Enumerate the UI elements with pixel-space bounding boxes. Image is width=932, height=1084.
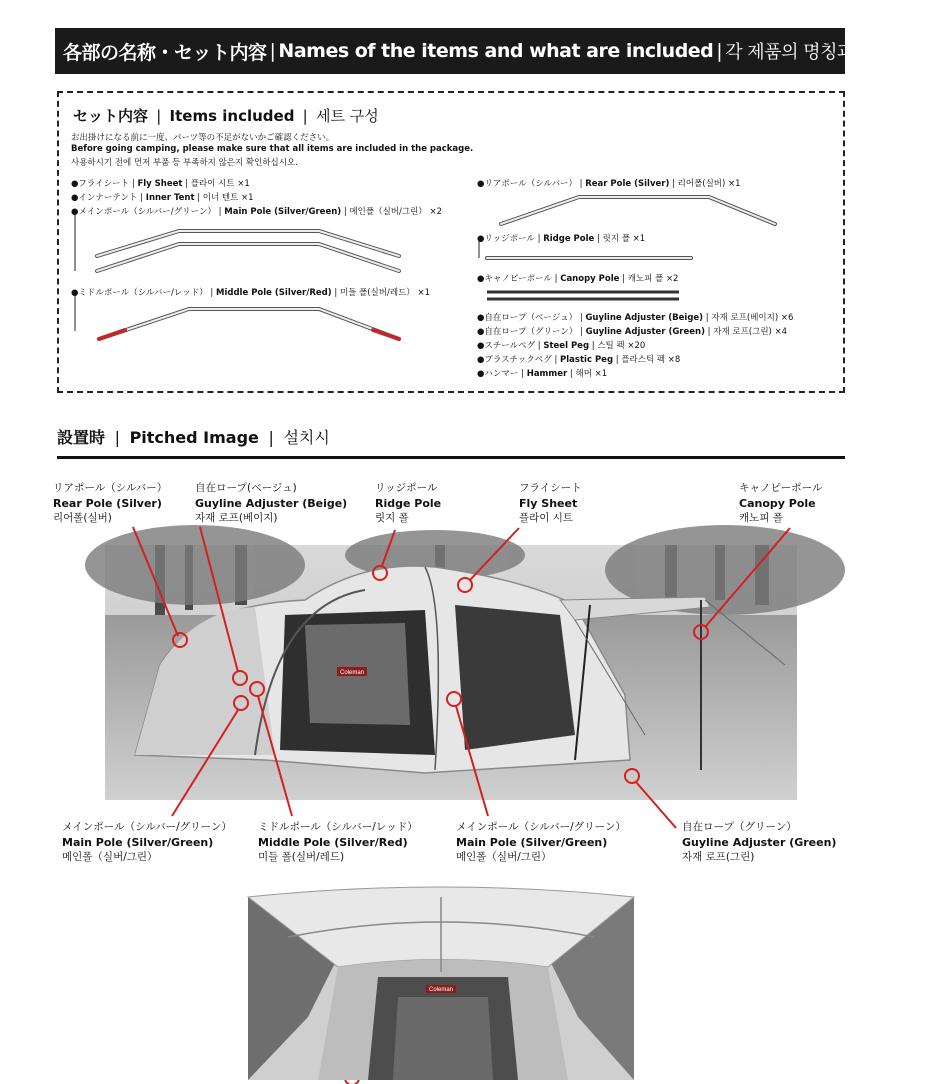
label-main-pole-left: メインポール（シルバー/グリーン） Main Pole (Silver/Green) 메인폴（실버/그린） bbox=[62, 821, 232, 863]
item-middle-pole: ●ミドルポール（シルバー/レッド） | Middle Pole (Silver/Red) | 미들 폴(실버/레드） ×1 bbox=[71, 288, 431, 298]
interior-photo bbox=[248, 897, 634, 1080]
header-banner bbox=[55, 28, 932, 74]
items-title-sep: | bbox=[156, 107, 162, 125]
section-rule bbox=[57, 456, 845, 459]
banner-separator: | bbox=[269, 40, 276, 62]
label-main-pole-right: メインポール（シルバー/グリーン） Main Pole (Silver/Green) 메인폴（실버/그린） bbox=[456, 821, 626, 863]
pitched-title-en: Pitched Image bbox=[129, 428, 259, 447]
item-guyline-green: ●自在ロープ（グリーン） | Guyline Adjuster (Green) | 자재 로프(그린) ×4 bbox=[477, 327, 788, 337]
items-title-sep-2: | bbox=[302, 107, 308, 125]
item-inner-tent: ●インナーテント | Inner Tent | 이너 텐트 ×1 bbox=[71, 193, 254, 203]
label-fly-sheet: フライシート Fly Sheet 플라이 시트 bbox=[519, 482, 582, 524]
pitched-image-title bbox=[57, 425, 330, 448]
item-fly-sheet: ●フライシート | Fly Sheet | 플라이 시트 ×1 bbox=[71, 179, 250, 189]
label-ridge-pole: リッジポール Ridge Pole 릿지 폴 bbox=[375, 482, 442, 524]
note-ko: 사용하시기 전에 먼저 부품 등 부족하지 않은지 확인하십시오. bbox=[71, 158, 298, 168]
items-title-jp: セット内容 bbox=[73, 107, 149, 125]
item-hammer: ●ハンマー | Hammer | 해머 ×1 bbox=[477, 369, 608, 379]
label-middle-pole: ミドルポール（シルバー/レッド） Middle Pole (Silver/Red) 미들 폴(실버/레드) bbox=[258, 821, 418, 863]
items-included-box bbox=[57, 91, 845, 393]
item-steel-peg: ●スチールペグ | Steel Peg | 스틸 펙 ×20 bbox=[477, 341, 646, 351]
label-guyline-beige: 自在ロープ(ベージュ) Guyline Adjuster (Beige) 자재 로프(베이지) bbox=[195, 482, 348, 524]
item-main-pole: ●メインポール（シルバー/グリーン） | Main Pole (Silver/Green) | 메인폴（실버/그린） ×2 bbox=[71, 207, 443, 217]
tent-logo-text: Coleman bbox=[339, 670, 365, 676]
items-title-en: Items included bbox=[169, 107, 295, 125]
tent-photo bbox=[105, 545, 797, 800]
item-plastic-peg: ●プラスチックペグ | Plastic Peg | 플라스틱 펙 ×8 bbox=[477, 355, 681, 365]
label-guyline-green: 自在ロープ（グリーン） Guyline Adjuster (Green) 자재 로프(그린) bbox=[682, 821, 837, 863]
canopy-pole-drawing bbox=[487, 292, 679, 299]
items-title-ko: 세트 구성 bbox=[315, 107, 379, 125]
middle-pole-drawing bbox=[99, 309, 399, 339]
banner-title-ko: 각 제품의 명칭과 세트 구성 bbox=[725, 42, 932, 63]
banner-separator-2: | bbox=[716, 40, 723, 62]
banner-title-jp: 各部の名称・セット内容 bbox=[63, 41, 267, 64]
note-jp: お出掛けになる前に一度、パーツ等の不足がないかご確認ください。 bbox=[71, 133, 335, 143]
label-rear-pole: リアポール（シルバー） Rear Pole (Silver) 리어폴(실버) bbox=[53, 482, 168, 524]
main-pole-drawing bbox=[97, 231, 399, 271]
item-guyline-beige: ●自在ロープ（ベージュ） | Guyline Adjuster (Beige) | 자재 로프(베이지) ×6 bbox=[477, 313, 794, 323]
banner-title-en: Names of the items and what are included bbox=[278, 40, 714, 62]
pitched-title-sep-2: | bbox=[268, 428, 274, 447]
pitched-title-ko: 설치시 bbox=[283, 428, 330, 447]
pitched-title-jp: 設置時 bbox=[57, 428, 106, 447]
item-rear-pole: ●リアポール（シルバー） | Rear Pole (Silver) | 리어폴(실버) ×1 bbox=[477, 179, 741, 189]
note-en: Before going camping, please make sure that all items are included in the package. bbox=[71, 144, 474, 154]
pole-diagrams bbox=[59, 93, 843, 391]
item-canopy-pole: ●キャノピーポール | Canopy Pole | 캐노피 폴 ×2 bbox=[477, 274, 679, 284]
label-canopy-pole: キャノピーポール Canopy Pole 캐노피 폴 bbox=[739, 482, 823, 524]
rear-pole-drawing bbox=[501, 197, 775, 224]
interior-logo-text: Coleman bbox=[428, 987, 454, 993]
pitched-title-sep: | bbox=[114, 428, 120, 447]
item-ridge-pole: ●リッジポール | Ridge Pole | 릿지 폴 ×1 bbox=[477, 234, 646, 244]
